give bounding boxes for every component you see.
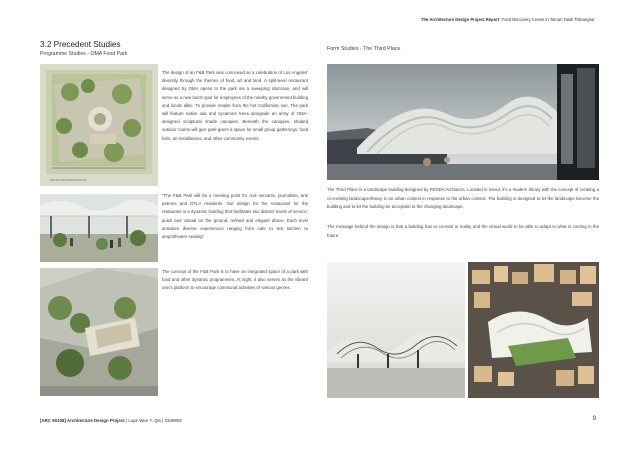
oma-concept-paragraph: The concept of the F&B Park is to have an integrated space of a park with food and other dynamic programmes. At night, it also serves as the vibrant civics platform to encourage communal activities of various genres. bbox=[162, 269, 308, 291]
report-header bbox=[421, 17, 594, 22]
oma-description-paragraph: The design of an F&B Park was conceived as a celebration of Los Angeles' diversity through the themes of food, art and land. A split-level restaurant designed by OMA opens to the park via a sweeping staircase, and will serve as a new lunch spot for employees of the nearby government building and locals alike. To provide respite from the hot Californian sun, The park will feature native oak and sycamore trees alongside an array of OMA-designed sculptural shade canopies. Beneath the canopies, shaded outdoor rooms will give park-goers a space for small group gatherings, food fairs, art installations, and other community events. bbox=[162, 70, 308, 141]
oma-quote-paragraph: "The F&B Park will be a meeting point for civil servants, journalists, arts patrons and DTLA residents. Our design for the restaurant for the restaurant is a dynamic building that facilitates two distinct levels of service: quick and casual on the ground, refined and elegant above. Each level activates diverse experiences ranging from cafe to test kitchen to amphitheatre seating" bbox=[162, 193, 308, 240]
section-title: 3.2 Precedent Studies bbox=[40, 40, 121, 49]
third-place-description-paragraph: The Third Place is a landscape building designed by PENDA Architects. Located in Seoul, it's a modern library with the concept of creating a co-existing landscape-library in an urban context in response to the urban context. The building is designed to let the landscape become the building and to let the building be acceptant to the changing landscape. bbox=[327, 187, 599, 210]
third-place-render-image bbox=[327, 64, 599, 180]
report-header-rest: : Food Discovery Centre in Taman Tasik Titiwangsa bbox=[499, 17, 594, 22]
site-plan-caption: SOUTH ELEVATION PLAN bbox=[50, 178, 87, 182]
report-header-bold: The Architecture Design Project Report bbox=[420, 17, 500, 22]
aerial-render-image bbox=[40, 268, 158, 396]
form-studies-title: Form Studies - The Third Place bbox=[327, 46, 401, 52]
page-number: 9 bbox=[592, 416, 596, 422]
section-sketch-image bbox=[327, 262, 465, 398]
footer-course-info bbox=[40, 418, 182, 423]
site-plan-image bbox=[40, 64, 158, 186]
section-subtitle: Programme Studies - OMA Food Park bbox=[40, 51, 128, 57]
footer-course-bold: [ARC 60108] Architecture Design Project bbox=[40, 418, 125, 423]
footer-course-rest: | Lope Wee Y. Qin | 0339802 bbox=[124, 418, 182, 423]
canopy-render-image bbox=[40, 194, 158, 262]
third-place-message-paragraph: The message behind the design is that a building has to co-exist in reality and the virtual world to be able to adapt to what is coming in the future. bbox=[327, 224, 599, 238]
physical-model-image bbox=[468, 262, 599, 398]
